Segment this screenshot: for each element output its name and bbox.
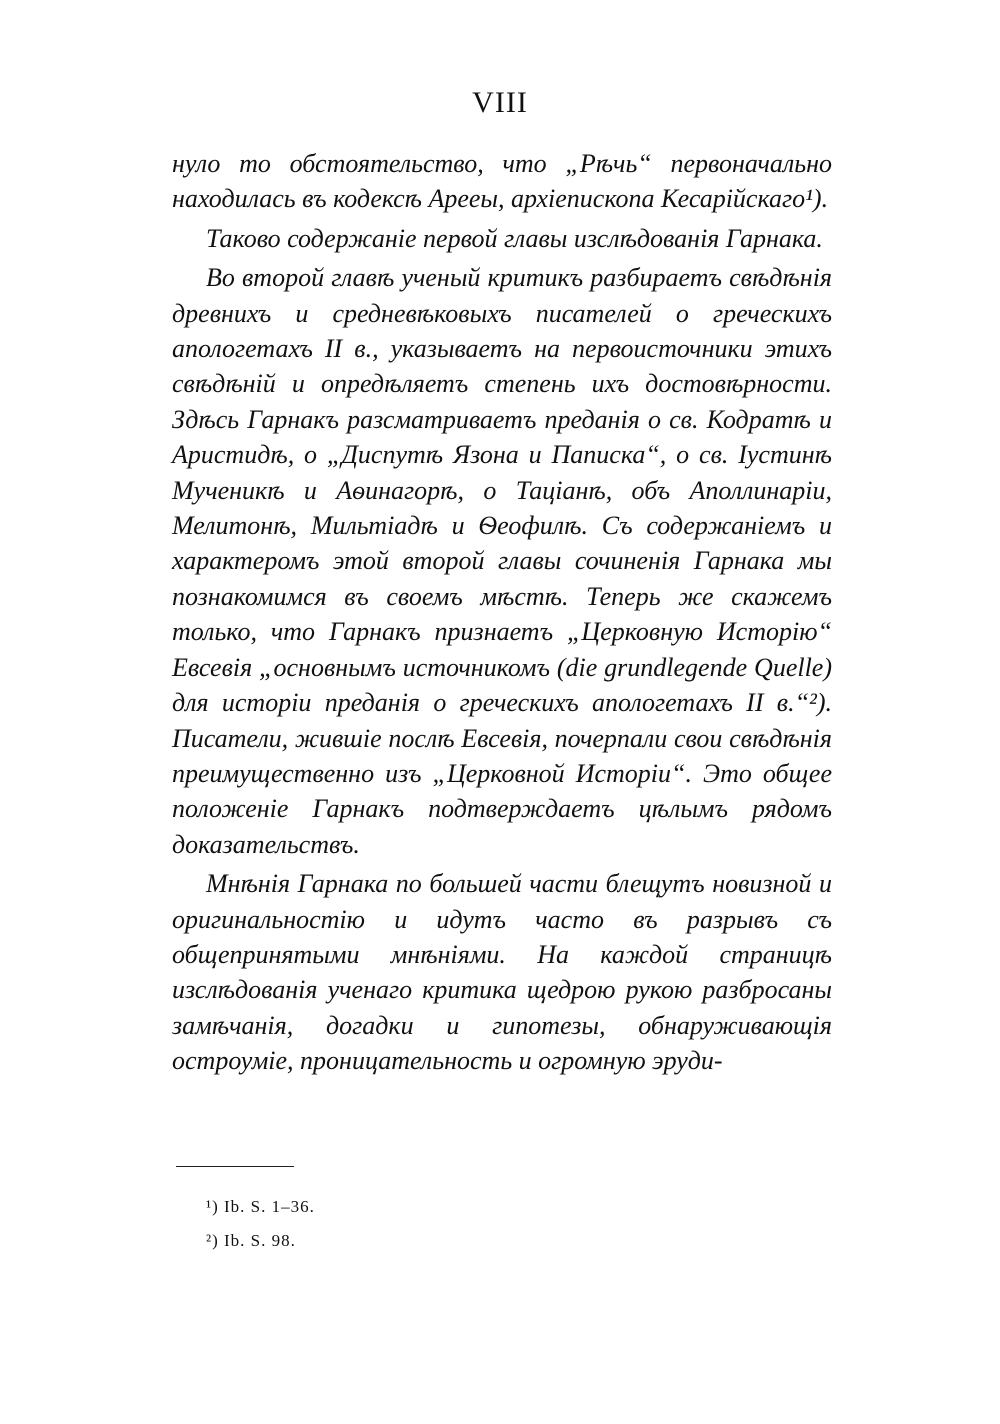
footnote: ²) Ib. S. 98.	[206, 1231, 296, 1250]
footnote: ¹) Ib. S. 1–36.	[206, 1197, 315, 1216]
main-text	[172, 146, 832, 1079]
footnotes	[206, 1190, 606, 1258]
page-number: VIII	[472, 86, 528, 119]
paragraph: Мнѣнія Гарнака по большей части блещутъ новизной и оригинальностію и идутъ часто въ разрывъ съ общепринятыми мнѣніями. На каждой страницѣ изслѣдованія ученаго критика щедрою рукою разбросаны замѣчанія, догадки и гипотезы, обнаруживающія остроуміе, проницательность и огромную эруди-	[172, 869, 832, 1076]
footnote-divider	[176, 1166, 294, 1167]
paragraph: Во второй главѣ ученый критикъ разбираетъ свѣдѣнія древнихъ и средневѣковыхъ писателей о греческихъ апологетахъ II в., указываетъ на первоисточники этихъ свѣдѣній и опредѣляетъ степень ихъ достовѣрности. Здѣсь Гарнакъ разсматриваетъ преданія о св. Кодратѣ и Аристидѣ, о „Диспутѣ Язона и Паписка“, о св. Іустинѣ Мученикѣ и Аѳинагорѣ, о Таціанѣ, объ Аполлинаріи, Мелитонѣ, Мильтіадѣ и Ѳеофилѣ. Съ содержаніемъ и характеромъ этой второй главы сочиненія Гарнака мы познакомимся въ своемъ мѣстѣ. Теперь же скажемъ только, что Гарнакъ признаетъ „Церковную Исторію“ Евсевія „основнымъ источникомъ (die grundlegende Quelle) для исторіи преданія о греческихъ апологетахъ II в.“²). Писатели, жившіе послѣ Евсевія, почерпали свои свѣдѣнія преимущественно изъ „Церковной Исторіи“. Это общее положеніе Гарнакъ подтверждаетъ цѣлымъ рядомъ доказательствъ.	[172, 263, 832, 859]
paragraph: Таково содержаніе первой главы изслѣдованія Гарнака.	[206, 223, 823, 253]
paragraph-continued: нуло то обстоятельство, что „Рѣчь“ первоначально находилась въ кодексѣ Арееы, архіепископа Кесарійскаго¹).	[172, 149, 832, 214]
